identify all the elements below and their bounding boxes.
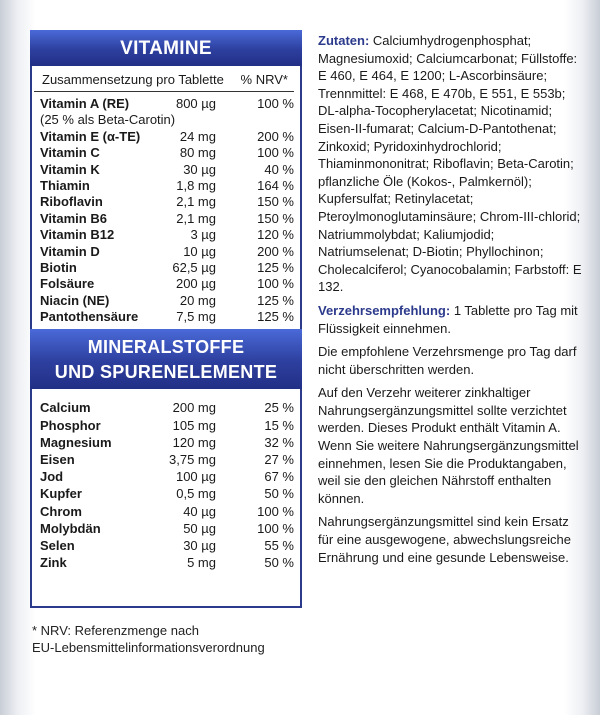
- table-row: Pantothensäure 7,5 mg 125 %: [40, 309, 294, 325]
- table-row: Zink 5 mg 50 %: [40, 555, 294, 571]
- product-information: [318, 32, 582, 572]
- table-row: Vitamin E (α-TE) 24 mg 200 %: [40, 128, 294, 144]
- vitamins-heading: VITAMINE: [30, 30, 302, 66]
- table-row: Eisen 3,75 mg 27 %: [40, 452, 294, 468]
- table-row: Riboflavin 2,1 mg 150 %: [40, 194, 294, 210]
- mineral-rows: [32, 389, 300, 571]
- ingredients-text: Calciumhydrogenphosphat; Magnesiumoxid; Calciumcarbonat; Füllstoffe: E 460, E 464, E 1200; L-Ascorbinsäure; Trennmittel: E 468, E 470b, E 551, E 553b; DL-alpha-Tocopherylacetat; Nicotinamid; Eisen-II-fumarat; Calcium-D-Pantothenat; Zinkoxid; Pyridoxinhydrochlorid; Thiaminmononitrat; Riboflavin; Beta-Carotin; pflanzliche Öle (Kokos-, Palmkernöl); Kupfersulfat; Retinylacetat; Pteroylmonoglutaminsäure; Chrom-III-chlorid; Natriummolybdat; Kaliumjodid; Natriumselenat; D-Biotin; Phyllochinon; Cholecalciferol; Cyanocobalamin; Farbstoff: E 132.: [318, 33, 582, 295]
- composition-header: Zusammensetzung pro Tablette: [42, 72, 224, 87]
- vitamin-rows: [32, 92, 300, 325]
- table-header: [34, 66, 294, 92]
- table-row: Phosphor 105 mg 15 %: [40, 417, 294, 433]
- minerals-heading-line1: MINERALSTOFFE: [87, 337, 245, 358]
- table-row: Vitamin B12 3 µg 120 %: [40, 227, 294, 243]
- zinc-notice-text: Auf den Verzehr weiterer zinkhaltiger Nahrungsergänzungsmittel sollte verzichtet werden. Dieses Produkt enthält Vitamin A. Wenn Sie weitere Nahrungsergänzungsmittel einnehmen, lesen Sie die Produktangaben, weil sie den gleichen Nährstoff enthalten können.: [318, 385, 579, 506]
- footnote-line2: EU-Lebensmittelinformationsverordnung: [32, 640, 265, 655]
- table-row: Calcium 200 mg 25 %: [40, 400, 294, 416]
- ingredients-paragraph: [318, 32, 582, 296]
- table-row: Jod 100 µg 67 %: [40, 469, 294, 485]
- table-row: Folsäure 200 µg 100 %: [40, 276, 294, 292]
- table-row: Biotin 62,5 µg 125 %: [40, 259, 294, 275]
- ingredients-label: Zutaten:: [318, 33, 370, 48]
- disclaimer-text: Nahrungsergänzungsmittel sind kein Ersatz für eine ausgewogene, abwechslungsreiche Ernährung und eine gesunde Lebensweise.: [318, 514, 571, 565]
- warning-text: Die empfohlene Verzehrsmenge pro Tag darf nicht überschritten werden.: [318, 344, 577, 377]
- table-row: Kupfer 0,5 mg 50 %: [40, 486, 294, 502]
- table-row: Niacin (NE) 20 mg 125 %: [40, 292, 294, 308]
- table-row: Vitamin A (RE) 800 µg 100 %: [40, 96, 294, 111]
- nutrition-table: [30, 30, 302, 608]
- table-row: Vitamin B6 2,1 mg 150 %: [40, 210, 294, 226]
- vitamin-a-note: (25 % als Beta-Carotin): [40, 112, 176, 128]
- nrv-footnote: [32, 622, 265, 656]
- footnote-line1: * NRV: Referenzmenge nach: [32, 623, 199, 638]
- table-row: Thiamin 1,8 mg 164 %: [40, 177, 294, 193]
- table-row: Molybdän 50 µg 100 %: [40, 520, 294, 536]
- minerals-heading-line2: UND SPURENELEMENTE: [54, 362, 278, 383]
- table-row: Vitamin K 30 µg 40 %: [40, 161, 294, 177]
- minerals-heading: [30, 329, 302, 389]
- table-row: Vitamin C 80 mg 100 %: [40, 145, 294, 161]
- recommendation-text: 1 Tablette pro Tag mit Flüssigkeit einnehmen.: [318, 302, 578, 336]
- table-row: Selen 30 µg 55 %: [40, 537, 294, 553]
- table-row: Magnesium 120 mg 32 %: [40, 434, 294, 450]
- recommendation-label: Verzehrsempfehlung:: [318, 302, 451, 318]
- nrv-header: % NRV*: [240, 72, 288, 87]
- recommendation-paragraph: [318, 302, 582, 337]
- table-row: Vitamin D 10 µg 200 %: [40, 243, 294, 259]
- table-row: Chrom 40 µg 100 %: [40, 503, 294, 519]
